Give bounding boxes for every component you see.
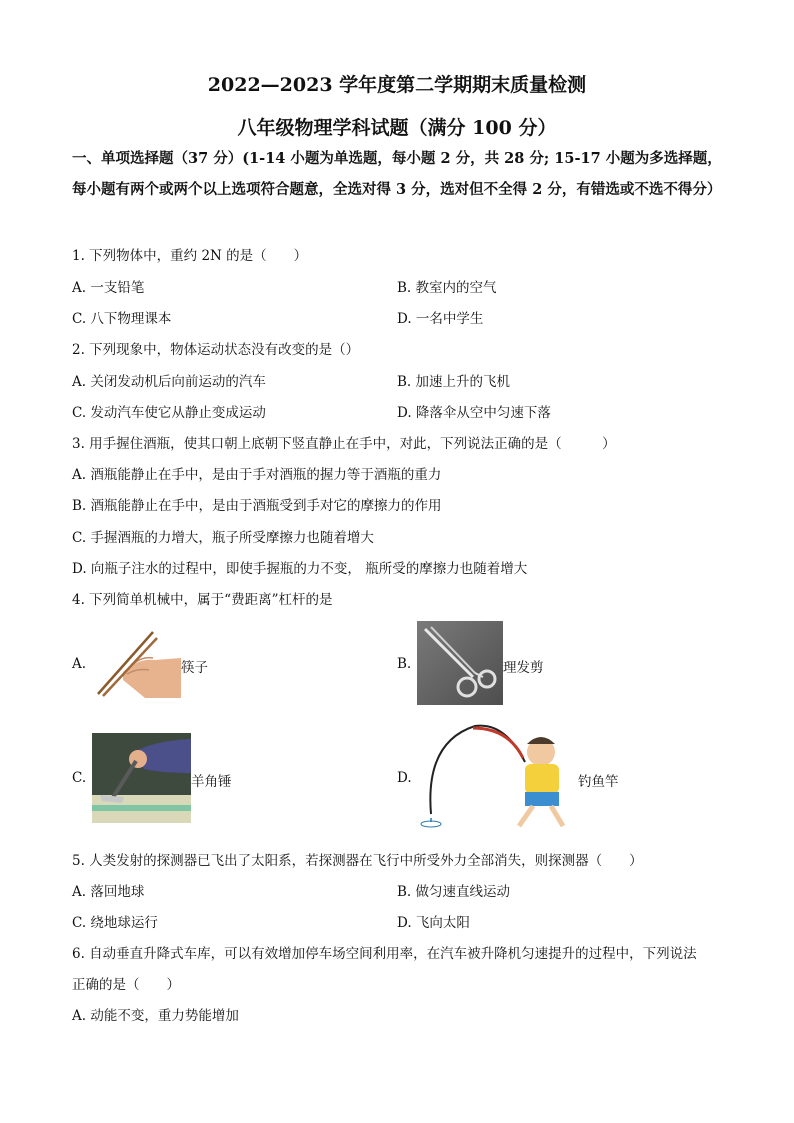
section-heading: 一、单项选择题（37 分）(1-14 小题为单选题，每小题 2 分，共 28 分; 15-17 小题为多选择题，每小题有两个或两个以上选项符合题意，全选对得 3 分，选对但不全得 2 分，有错选或不选不得分）: [72, 150, 722, 198]
q5-option-c: C. 绕地球运行: [72, 915, 158, 931]
q5-option-d: D. 飞向太阳: [397, 915, 470, 931]
q4-option-b-label: 理发剪: [503, 660, 544, 676]
fishing-rod-image: [413, 722, 578, 834]
q1-option-c: C. 八下物理课本: [72, 311, 172, 327]
q4-option-d-letter: D.: [397, 770, 412, 786]
q3-option-b: B. 酒瓶能静止在手中，是由于酒瓶受到手对它的摩擦力的作用: [72, 498, 442, 514]
q5-option-b: B. 做匀速直线运动: [397, 884, 511, 900]
question-6-stem-line1: 6. 自动垂直升降式车库，可以有效增加停车场空间利用率，在汽车被升降机匀速提升的过程中，下列说法: [72, 946, 697, 962]
page-title: 2022—2023 学年度第二学期期末质量检测: [207, 74, 587, 96]
q4-option-c-label: 羊角锤: [191, 774, 232, 790]
claw-hammer-image: [92, 733, 191, 823]
q1-option-a: A. 一支铅笔: [72, 280, 145, 296]
question-6-stem-line2: 正确的是（ ）: [72, 977, 180, 993]
q5-option-a: A. 落回地球: [72, 884, 145, 900]
q2-option-d: D. 降落伞从空中匀速下落: [397, 405, 551, 421]
q2-option-b: B. 加速上升的飞机: [397, 374, 511, 390]
q2-option-a: A. 关闭发动机后向前运动的汽车: [72, 374, 266, 390]
q4-option-a-letter: A.: [72, 656, 87, 672]
q3-option-a: A. 酒瓶能静止在手中，是由于手对酒瓶的握力等于酒瓶的重力: [72, 467, 442, 483]
q1-option-d: D. 一名中学生: [397, 311, 484, 327]
page-subtitle: 八年级物理学科试题（满分 100 分）: [237, 117, 557, 139]
q3-option-c: C. 手握酒瓶的力增大，瓶子所受摩擦力也随着增大: [72, 530, 374, 546]
question-3-stem: 3. 用手握住酒瓶，使其口朝上底朝下竖直静止在手中，对此，下列说法正确的是（ ）: [72, 436, 616, 452]
chopsticks-image: [93, 628, 181, 698]
question-1-stem: 1. 下列物体中，重约 2N 的是（ ）: [72, 248, 308, 264]
scissors-image: [417, 621, 503, 705]
question-4-stem: 4. 下列简单机械中，属于“费距离”杠杆的是: [72, 592, 333, 608]
q4-option-c-letter: C.: [72, 770, 87, 786]
q4-option-d-label: 钓鱼竿: [578, 774, 619, 790]
question-2-stem: 2. 下列现象中，物体运动状态没有改变的是（）: [72, 342, 360, 358]
q1-option-b: B. 教室内的空气: [397, 280, 497, 296]
q4-option-b-letter: B.: [397, 656, 412, 672]
q6-option-a: A. 动能不变，重力势能增加: [72, 1008, 239, 1024]
question-5-stem: 5. 人类发射的探测器已飞出了太阳系，若探测器在飞行中所受外力全部消失，则探测器（ ）: [72, 853, 643, 869]
q4-option-a-label: 筷子: [181, 660, 208, 676]
q3-option-d: D. 向瓶子注水的过程中，即使手握瓶的力不变， 瓶所受的摩擦力也随着增大: [72, 561, 528, 577]
q2-option-c: C. 发动汽车使它从静止变成运动: [72, 405, 266, 421]
